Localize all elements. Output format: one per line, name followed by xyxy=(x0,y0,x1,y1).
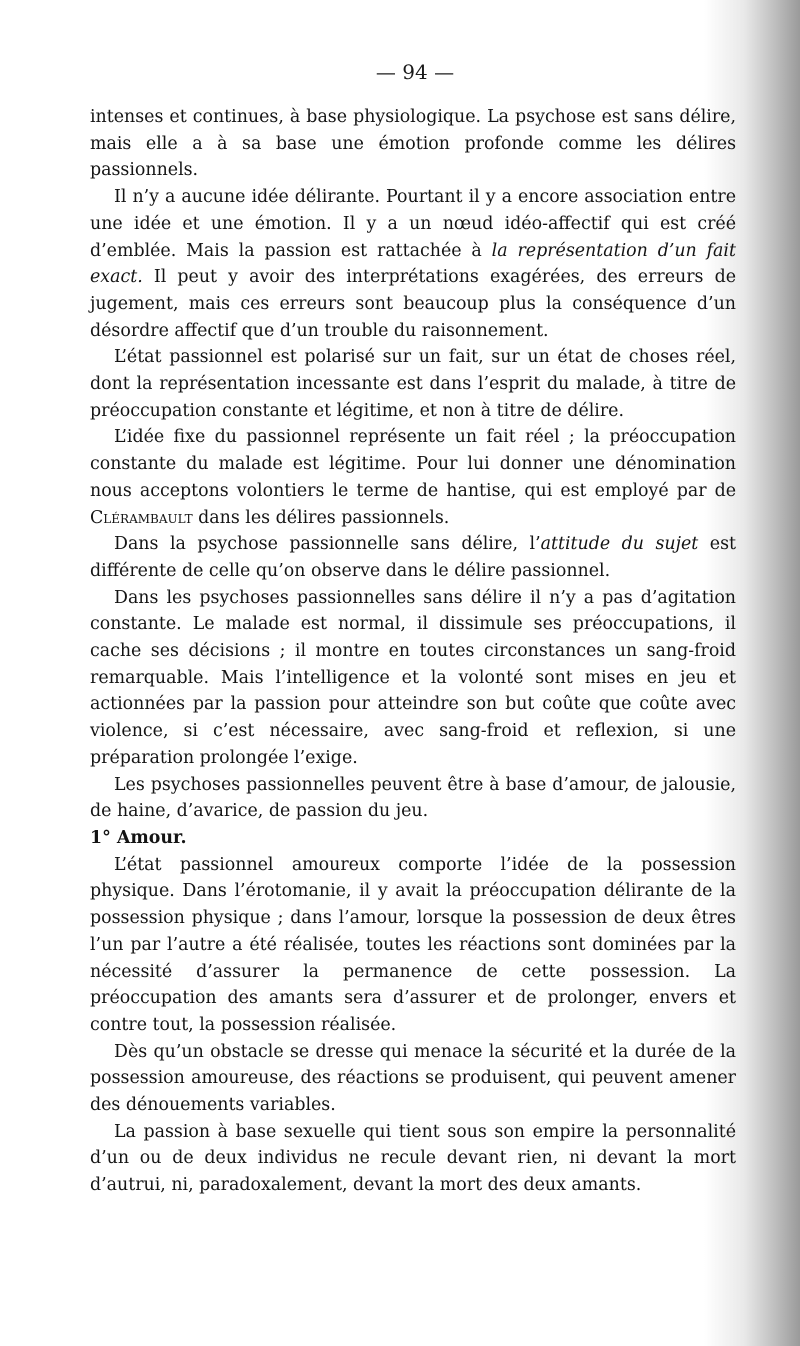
paragraph-2-text-b: Il peut y avoir des interprétations exagérées, des erreurs de jugement, mais ces erreurs sont beaucoup plus la conséquence d’un désordre affectif que d’un trouble du raisonnement. xyxy=(90,267,736,341)
body-text xyxy=(90,104,736,1199)
paragraph-4-text-b: dans les délires passionnels. xyxy=(192,507,450,528)
page-number: — 94 — xyxy=(375,60,455,84)
paragraph-9: Dès qu’un obstacle se dresse qui menace la sécurité et la durée de la possession amoureuse, des réactions se produisent, qui peuvent amener des dénouements variables. xyxy=(90,1041,736,1116)
section-heading: 1° Amour. xyxy=(90,827,187,848)
paragraph-4 xyxy=(90,424,736,531)
paragraph-2 xyxy=(90,184,736,344)
paragraph-5 xyxy=(90,531,736,584)
paragraph-7: Les psychoses passionnelles peuvent être à base d’amour, de jalousie, de haine, d’avarice, de passion du jeu. xyxy=(90,774,736,822)
paragraph-2-text-a: Il n’y a aucune idée délirante. Pourtant il y a encore association entre une idée et une émotion. Il y a un nœud idéo-affectif qui est créé d’emblée. Mais la passion est rattachée à xyxy=(90,187,736,261)
paragraph-2-italic: la représentation d’un fait exact. xyxy=(90,240,736,288)
paragraph-3: L’état passionnel est polarisé sur un fait, sur un état de choses réel, dont la représentation incessante est dans l’esprit du malade, à titre de préoccupation constante et légitime, et non à titre de délire. xyxy=(90,347,736,421)
paragraph-4-text-a: L’idée fixe du passionnel représente un fait réel ; la préoccupation constante du malade est légitime. Pour lui donner une dénomination nous acceptons volontiers le terme de hantise, qui est employé par de xyxy=(90,427,736,501)
author-name: Clérambault xyxy=(90,507,193,528)
paragraph-1: intenses et continues, à base physiologique. La psychose est sans délire, mais elle a à sa base une émotion profonde comme les délires passionnels. xyxy=(90,107,736,181)
paragraph-8: L’état passionnel amoureux comporte l’idée de la possession physique. Dans l’érotomanie, il y avait la préoccupation délirante de la possession physique ; dans l’amour, lorsque la possession de deux êtres l’un par l’autre a été réalisée, toutes les réactions sont dominées par la nécessité d’assurer la permanence de cette possession. La préoccupation des amants sera d’assurer et de prolonger, envers et contre tout, la possession réalisée. xyxy=(90,854,736,1035)
paragraph-5-italic: attitude du sujet xyxy=(540,534,699,555)
paragraph-6: Dans les psychoses passionnelles sans délire il n’y a pas d’agitation constante. Le malade est normal, il dissimule ses préoccupations, il cache ses décisions ; il montre en toutes circonstances un sang-froid remarquable. Mais l’intelligence et la volonté sont mises en jeu et actionnées par la passion pour atteindre son but coûte que coûte avec violence, si c’est nécessaire, avec sang-froid et reflexion, si une préparation prolongée l’exige. xyxy=(90,587,736,768)
paragraph-5-text-b: est différente de celle qu’on observe dans le délire passionnel. xyxy=(90,534,736,581)
paragraph-10: La passion à base sexuelle qui tient sous son empire la personnalité d’un ou de deux individus ne recule devant rien, ni devant la mort d’autrui, ni, paradoxalement, devant la mort des deux amants. xyxy=(90,1121,736,1196)
paragraph-5-text-a: Dans la psychose passionnelle sans délire, l’ xyxy=(114,534,541,555)
